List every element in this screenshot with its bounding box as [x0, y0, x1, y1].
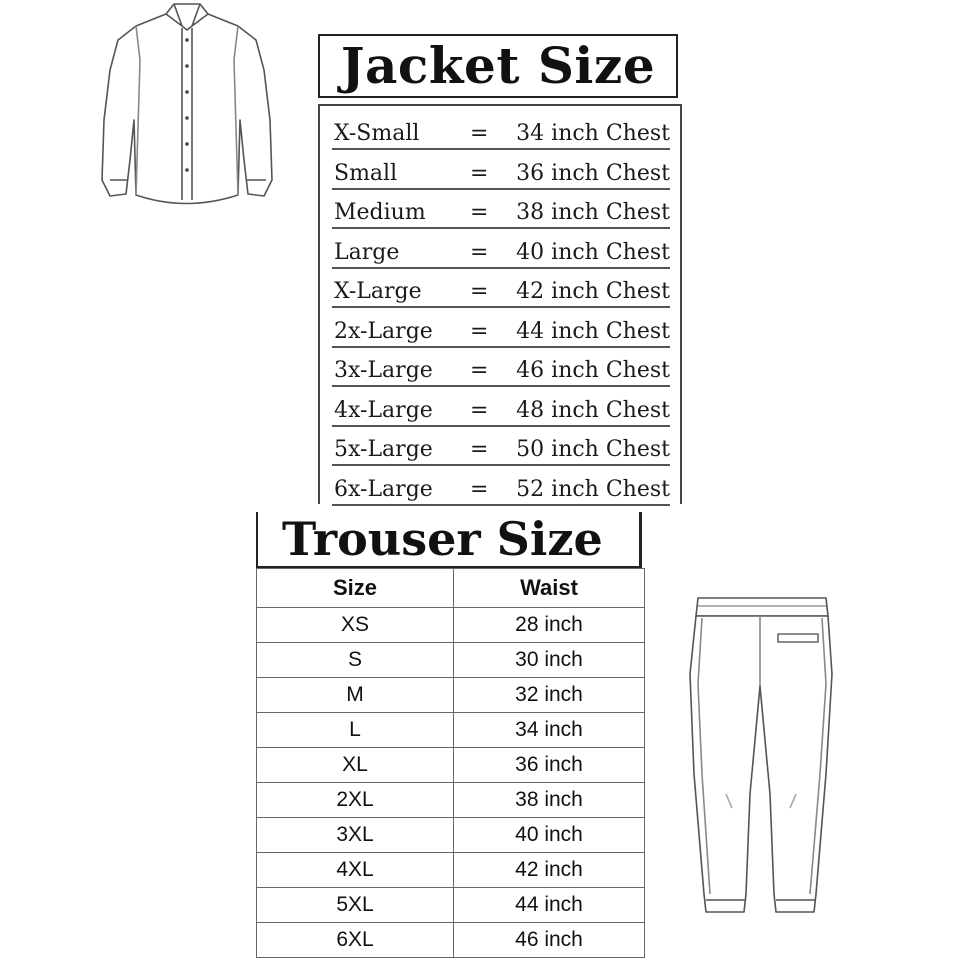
equals-sign: = — [470, 437, 489, 462]
equals-sign: = — [470, 121, 489, 146]
equals-sign: = — [470, 358, 489, 383]
jacket-size-row — [332, 468, 670, 506]
equals-sign: = — [470, 318, 489, 344]
trouser-size-row — [257, 818, 645, 853]
jacket-size-label: 2x-Large — [334, 318, 433, 344]
jacket-size-row — [332, 310, 670, 348]
jacket-size-label: Medium — [334, 200, 426, 225]
waist-column-header: Waist — [454, 569, 645, 608]
trouser-waist-cell: 44 inch — [454, 888, 645, 923]
jacket-chest-value: 52 inch Chest — [516, 476, 670, 502]
equals-sign: = — [470, 160, 489, 186]
trouser-size-row — [257, 783, 645, 818]
jacket-size-label: Small — [334, 160, 398, 186]
trouser-waist-cell: 36 inch — [454, 748, 645, 783]
trouser-size-row — [257, 678, 645, 713]
trouser-waist-cell: 38 inch — [454, 783, 645, 818]
trouser-waist-cell: 32 inch — [454, 678, 645, 713]
jacket-chest-value: 44 inch Chest — [516, 318, 670, 344]
trouser-size-cell: S — [257, 643, 454, 678]
trouser-size-row — [257, 713, 645, 748]
jacket-chest-value: 50 inch Chest — [516, 437, 670, 462]
trouser-size-row — [257, 853, 645, 888]
trouser-size-title: Trouser Size — [282, 512, 603, 566]
jacket-size-label: 4x-Large — [334, 397, 433, 423]
trouser-size-cell: XL — [257, 748, 454, 783]
size-column-header: Size — [257, 569, 454, 608]
trouser-size-row — [257, 888, 645, 923]
jacket-size-label: X-Small — [334, 121, 420, 146]
jacket-size-row — [332, 389, 670, 427]
trouser-size-row — [257, 748, 645, 783]
trouser-size-cell: 4XL — [257, 853, 454, 888]
jacket-size-row — [332, 191, 670, 229]
jacket-chest-value: 40 inch Chest — [516, 239, 670, 265]
jacket-size-label: 6x-Large — [334, 476, 433, 502]
equals-sign: = — [470, 200, 489, 225]
trousers-illustration — [686, 594, 836, 926]
jacket-size-row — [332, 428, 670, 466]
trouser-size-row — [257, 643, 645, 678]
jacket-size-row — [332, 231, 670, 269]
jacket-chest-value: 36 inch Chest — [516, 160, 670, 186]
trouser-waist-cell: 42 inch — [454, 853, 645, 888]
jacket-size-title: Jacket Size — [340, 36, 656, 95]
trouser-waist-cell: 40 inch — [454, 818, 645, 853]
trouser-size-row — [257, 608, 645, 643]
trouser-size-row — [257, 923, 645, 958]
jacket-size-title-box — [318, 34, 678, 98]
trouser-size-table — [256, 568, 645, 958]
jacket-size-label: X-Large — [334, 279, 422, 304]
trouser-size-cell: 3XL — [257, 818, 454, 853]
trouser-waist-cell: 46 inch — [454, 923, 645, 958]
trouser-size-cell: 2XL — [257, 783, 454, 818]
jacket-size-row — [332, 270, 670, 308]
jacket-chest-value: 42 inch Chest — [516, 279, 670, 304]
equals-sign: = — [470, 239, 489, 265]
shirt-illustration — [96, 0, 278, 212]
trouser-waist-cell: 30 inch — [454, 643, 645, 678]
jacket-size-row — [332, 112, 670, 150]
jacket-chest-value: 46 inch Chest — [516, 358, 670, 383]
equals-sign: = — [470, 476, 489, 502]
jacket-size-label: 5x-Large — [334, 437, 433, 462]
jacket-size-table — [318, 104, 682, 504]
jacket-chest-value: 38 inch Chest — [516, 200, 670, 225]
trouser-size-title-box — [256, 512, 642, 568]
table-header-row — [257, 569, 645, 608]
trouser-size-cell: L — [257, 713, 454, 748]
jacket-size-row — [332, 152, 670, 190]
jacket-size-label: 3x-Large — [334, 358, 433, 383]
jacket-size-label: Large — [334, 239, 400, 265]
trouser-waist-cell: 34 inch — [454, 713, 645, 748]
trouser-size-cell: 5XL — [257, 888, 454, 923]
jacket-chest-value: 48 inch Chest — [516, 397, 670, 423]
jacket-size-row — [332, 349, 670, 387]
trouser-size-cell: XS — [257, 608, 454, 643]
trouser-size-cell: 6XL — [257, 923, 454, 958]
trouser-waist-cell: 28 inch — [454, 608, 645, 643]
trouser-size-cell: M — [257, 678, 454, 713]
equals-sign: = — [470, 279, 489, 304]
equals-sign: = — [470, 397, 489, 423]
jacket-chest-value: 34 inch Chest — [516, 121, 670, 146]
